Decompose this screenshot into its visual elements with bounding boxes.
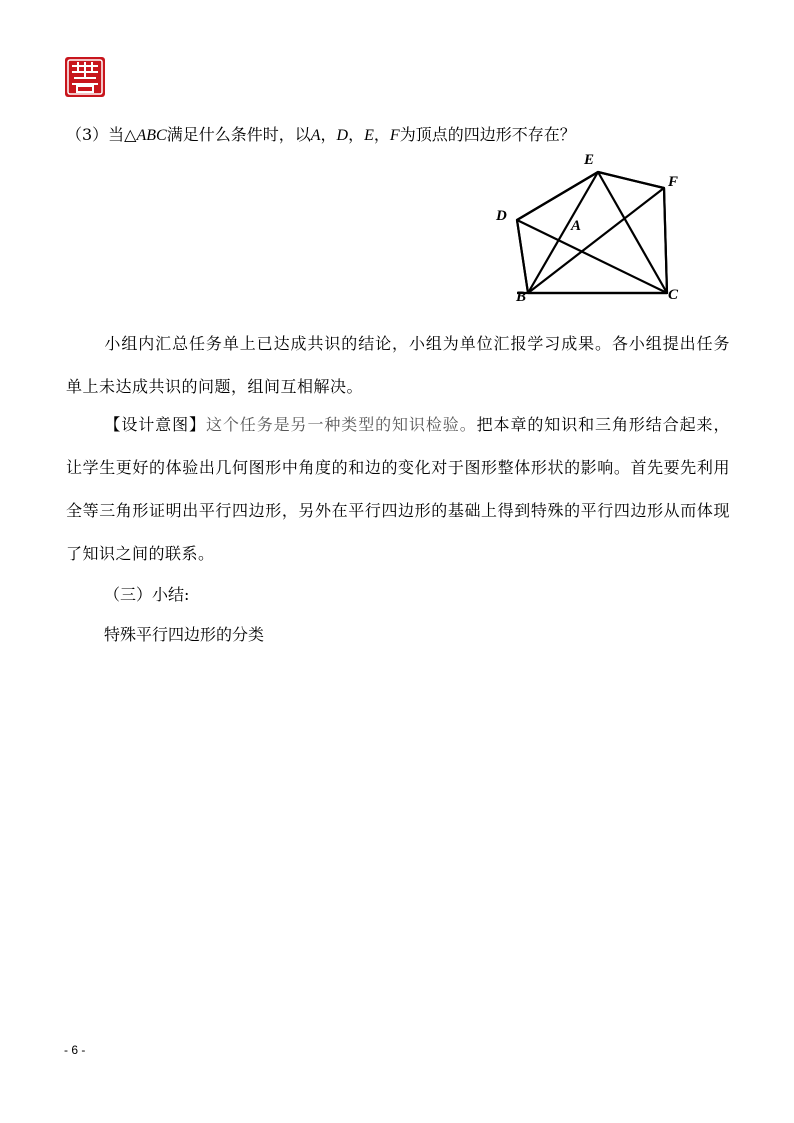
paragraph-design-intent xyxy=(66,403,730,575)
question-prefix: （3）当△ xyxy=(66,125,137,144)
design-intent-text: 把本章的知识和三角形结合起来，让学生更好的体验出几何图形中角度的和边的变化对于图形整体形状的影响。首先要先利用全等三角形证明出平行四边形，另外在平行四边形的基础上得到特殊的平行四边形从而体现了知识之间的联系。 xyxy=(66,415,730,563)
special-parallelogram-line: 特殊平行四边形的分类 xyxy=(104,625,265,644)
question-3 xyxy=(66,122,576,149)
line-e-c xyxy=(598,172,667,293)
question-mid: 满足什么条件时，以 xyxy=(166,125,311,144)
point-d: D xyxy=(336,127,349,144)
geometry-figure xyxy=(480,150,700,310)
point-a: A xyxy=(310,127,321,144)
paragraph-text: 小组内汇总任务单上已达成共识的结论，小组为单位汇报学习成果。各小组提出任务单上未达成共识的问题，组间互相解决。 xyxy=(66,334,730,396)
point-f: F xyxy=(389,127,400,144)
page-number: - 6 - xyxy=(64,1043,86,1057)
summary-heading: （三）小结: xyxy=(104,585,190,604)
label-c: C xyxy=(668,287,679,303)
label-f: F xyxy=(668,174,679,190)
label-e: E xyxy=(584,152,595,168)
design-intent-gray: 这个任务是另一种类型的知识检验。 xyxy=(205,415,477,434)
point-e: E xyxy=(364,127,374,144)
separator: ， xyxy=(348,125,365,144)
label-a: A xyxy=(571,218,582,234)
design-intent-label: 【设计意图】 xyxy=(104,415,206,434)
label-b: B xyxy=(516,289,527,305)
triangle-name: ABC xyxy=(136,127,167,144)
separator: ， xyxy=(320,125,337,144)
red-seal-logo-icon xyxy=(64,56,106,98)
separator: ， xyxy=(373,125,390,144)
line-f-b xyxy=(528,188,664,293)
line-e-b xyxy=(528,172,598,293)
paragraph-summary-report xyxy=(66,322,730,408)
line-d-c xyxy=(517,220,667,293)
label-d: D xyxy=(496,208,507,224)
question-suffix: 为顶点的四边形不存在？ xyxy=(399,125,576,144)
